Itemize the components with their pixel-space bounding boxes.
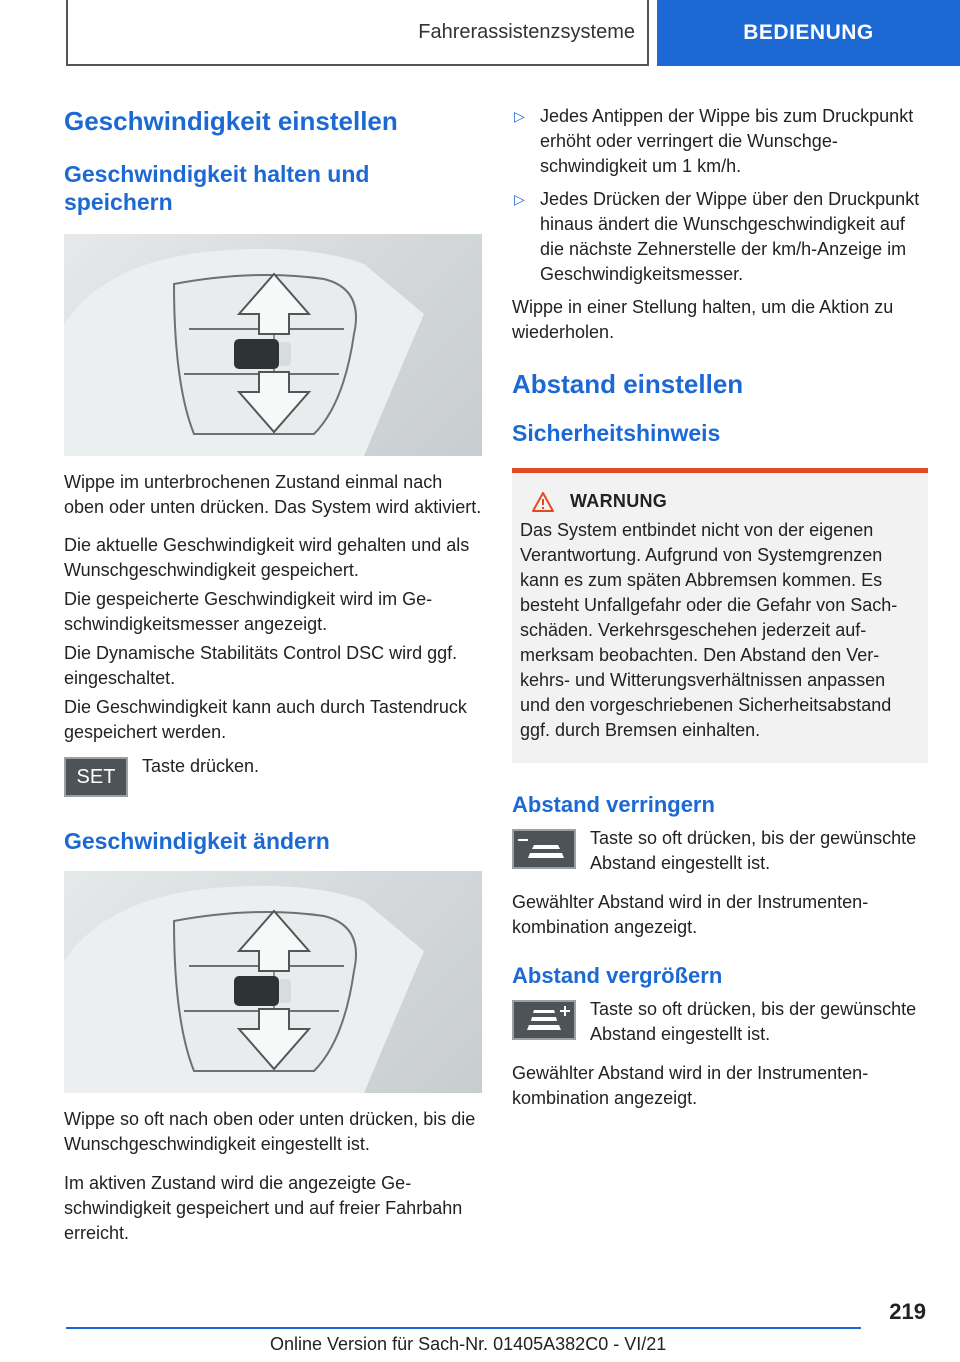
distance-decrease-icon <box>512 829 576 869</box>
list-item <box>512 187 928 287</box>
paragraph-speedometer: Die gespeicherte Geschwindigkeit wird im Geschwindigkeitsmesser angezeigt. <box>64 589 433 634</box>
paragraph-hold-repeat: Wippe in einer Stellung halten, um die Aktion zu wiederholen. <box>512 297 894 342</box>
warning-text: Das System entbindet nicht von der eigenen Verantwortung. Aufgrund von Systemgrenzen kann es zum späten Abbremsen kommen. Es besteht Unfallgefahr oder die Gefahr von Sachschäden. Verkehrsgeschehen jederzeit aufmerksam beobachten. Den Abstand den Verkehrs- und Witterungsverhältnissen anpassen und den vorgeschriebenen Sicherheitsabstand ggf. durch Bremsen einhalten. <box>520 520 898 740</box>
paragraph-rocker-activate: Wippe im unterbrochenen Zustand einmal nach oben oder unten drücken. Das System wird aktiviert. <box>64 472 482 517</box>
right-column <box>512 100 928 1111</box>
heading-safety-note: Sicherheitshinweis <box>512 420 721 446</box>
paragraph-current-speed: Die aktuelle Geschwindigkeit wird gehalten und als Wunschgeschwindigkeit gespeichert. <box>64 535 470 580</box>
triangle-bullet-icon: ▷ <box>514 108 525 124</box>
set-key-text: Taste drücken. <box>142 756 260 776</box>
set-button-icon <box>64 757 128 797</box>
triangle-bullet-icon: ▷ <box>514 191 525 207</box>
distance-bars-plus-icon <box>514 1002 574 1038</box>
paragraph-rocker-repeat: Wippe so oft nach oben oder unten drücken, bis die Wunschgeschwindigkeit eingestellt ist. <box>64 1109 476 1154</box>
heading-distance-increase: Abstand vergrößern <box>512 963 723 988</box>
footer-online-version: Online Version für Sach-Nr. 01405A382C0 - VI/21 <box>270 1334 667 1354</box>
left-column <box>64 100 482 1246</box>
header-tab-bedienung[interactable] <box>657 0 960 66</box>
warning-title: WARNUNG <box>570 491 668 511</box>
decrease-key-row <box>512 829 928 876</box>
set-button-label: SET <box>76 765 116 788</box>
steering-wheel-illustration <box>64 234 482 456</box>
warning-title-row <box>532 491 920 512</box>
paragraph-decrease-display: Gewählter Abstand wird in der Instrumentenkombination angezeigt. <box>512 892 869 937</box>
header-section-title: Fahrerassistenzsysteme <box>418 20 635 43</box>
heading-distance-set: Abstand einstellen <box>512 369 744 399</box>
footer-divider <box>66 1327 861 1329</box>
paragraph-active-state: Im aktiven Zustand wird die angezeigte Geschwindigkeit gespeichert und auf freier Fahrbahn erreicht. <box>64 1173 463 1243</box>
list-item <box>512 104 928 179</box>
warning-box <box>512 468 928 763</box>
page-number: 219 <box>889 1299 926 1324</box>
header-section-box <box>66 0 649 66</box>
header-tab-label: BEDIENUNG <box>743 21 874 44</box>
heading-distance-decrease: Abstand verringern <box>512 792 715 817</box>
steering-wheel-illustration-2 <box>64 871 482 1093</box>
heading-speed-hold: Geschwindigkeit halten und speichern <box>64 161 370 215</box>
heading-speed-change: Geschwindigkeit ändern <box>64 828 330 854</box>
steering-wheel-rocker-photo <box>64 234 482 456</box>
distance-bars-minus-icon <box>514 831 574 867</box>
set-key-row <box>64 757 482 797</box>
increase-key-row <box>512 1000 928 1047</box>
paragraph-dsc: Die Dynamische Stabilitäts Control DSC wird ggf. eingeschaltet. <box>64 643 458 688</box>
increase-key-text: Taste so oft drücken, bis der gewünschte Abstand eingestellt ist. <box>590 999 917 1044</box>
paragraph-increase-display: Gewählter Abstand wird in der Instrumentenkombination angezeigt. <box>512 1063 869 1108</box>
heading-speed-set: Geschwindigkeit einstellen <box>64 106 398 136</box>
decrease-key-text: Taste so oft drücken, bis der gewünschte Abstand eingestellt ist. <box>590 828 917 873</box>
bullet-text-tap: Jedes Antippen der Wippe bis zum Druckpunkt erhöht oder verringert die Wunschgeschwindigkeit um 1 km/h. <box>540 106 914 176</box>
steering-wheel-rocker-photo-2 <box>64 871 482 1093</box>
bullet-text-press: Jedes Drücken der Wippe über den Druckpunkt hinaus ändert die Wunschgeschwindigkeit auf die nächste Zehnerstelle der km/h-Anzeige im Geschwindigkeitsmesser. <box>540 189 920 284</box>
paragraph-button-store: Die Geschwindigkeit kann auch durch Tastendruck gespeichert werden. <box>64 697 467 742</box>
warning-triangle-icon <box>532 492 554 512</box>
distance-increase-icon <box>512 1000 576 1040</box>
